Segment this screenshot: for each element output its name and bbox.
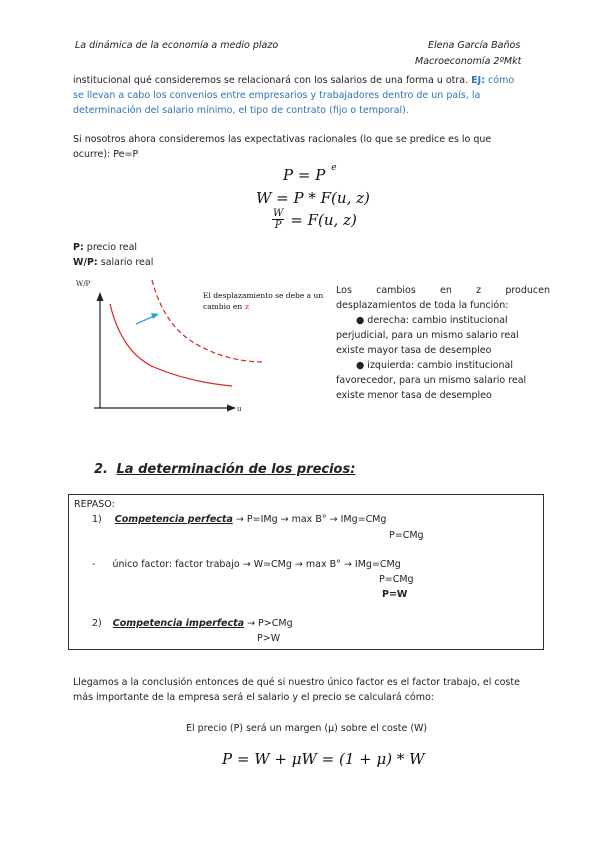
expectations-line1: Si nosotros ahora consideremos las expectativas racionales (lo que se predice es lo que [73,134,492,145]
eq1-lhs: P = P [283,166,326,184]
side-word-2: cambios [376,285,416,296]
repaso-title: REPASO: [74,499,115,510]
item1-rest: → P=IMg → max B° → IMg=CMg [232,514,387,525]
annotation-line1: El desplazamiento se debe a un [203,291,324,300]
section-heading [94,462,355,477]
header-left: La dinámica de la economía a medio plazo [75,40,279,51]
eq3-denominator: P [274,220,282,231]
y-axis-arrowhead [97,292,104,301]
bullet-right-c: existe mayor tasa de desempleo [336,345,492,356]
initial-wage-curve [110,304,232,386]
definition-wp-label: W/P: [73,257,98,268]
bullet-right-a: ● derecha: cambio institucional [356,315,508,326]
annotation-var: z [245,302,250,311]
item2-title: Competencia imperfecta [112,618,245,629]
dash-text: único factor: factor trabajo → W=CMg → max B° → IMg=CMg [112,559,401,570]
conclusion-paragraph [73,675,551,705]
wage-setting-figure [72,274,332,420]
bullet-right-b: perjudicial, para un mismo salario real [336,330,519,341]
side-word-3: en [440,285,452,296]
x-axis-label: u [237,405,242,413]
expectations-paragraph [73,132,551,162]
conclusion-line2: más importante de la empresa será el salario y el precio se calculará cómo: [73,692,434,703]
item2-line2: P>W [257,633,281,644]
y-axis-label: W/P [76,280,91,288]
bullet-left-a: ● izquierda: cambio institucional [356,360,513,371]
side-line1 [336,283,550,298]
repaso-dash-item [92,557,401,572]
definition-p-label: P: [73,242,84,253]
x-axis-arrowhead [227,405,236,412]
repaso-item2 [92,616,293,631]
annotation-line2 [203,302,249,311]
shift-arrow [136,316,154,324]
section-title: La determinación de los precios: [116,462,356,477]
ej-text-c: determinación del salario mínimo, el tipo de contrato (fijo o temporal). [73,105,409,116]
eq3-rhs: = F(u, z) [290,210,357,229]
side-text [336,283,550,403]
item2-number: 2) [92,618,102,629]
conclusion-line3: El precio (P) será un margen (μ) sobre el coste (W) [186,723,428,734]
bullet-left-c: existe menor tasa de desempleo [336,390,492,401]
header-name: Elena García Baños [428,40,521,51]
definition-wp [73,255,153,270]
repaso-item1 [92,512,386,527]
final-equation: P = W + μW = (1 + μ) * W [222,750,425,768]
side-word-1: Los [336,285,352,296]
conclusion-line1: Llegamos a la conclusión entonces de qué si nuestro único factor es el factor trabajo, el coste [73,677,520,688]
side-word-5: producen [505,285,550,296]
eq1-sup: e [331,163,337,173]
ej-text-b: se llevan a cabo los convenios entre empresarios y trabajadores dentro de un país, la [73,90,481,101]
header-course: Macroeconomía 2ºMkt [415,56,522,67]
side-word-4: z [476,285,482,296]
item1-number: 1) [92,514,102,525]
item1-title: Competencia perfecta [114,514,233,525]
item1-line2: P=CMg [389,530,424,541]
definition-wp-text: salario real [97,257,154,268]
equation-3 [272,208,357,231]
equation-2: W = P * F(u, z) [256,189,370,207]
section-number: 2. [94,462,108,477]
intro-line1: institucional qué consideremos se relacionará con los salarios de una forma u otra. [73,75,469,86]
equation-1 [283,163,337,184]
definition-p-text: precio real [83,242,138,253]
annotation-line2-text: cambio en [203,302,243,311]
dash-marker: - [92,559,96,570]
shift-arrowhead [151,313,159,319]
item2-rest: → P>CMg [244,618,293,629]
dash-line3: P=W [382,589,408,600]
ej-text-a: cómo [488,75,515,86]
ej-label: EJ: [471,75,485,86]
side-line2: desplazamientos de toda la función: [336,300,509,311]
dash-line2: P=CMg [379,574,414,585]
eq3-numerator: W [273,208,284,219]
bullet-left-b: favorecedor, para un mismo salario real [336,375,527,386]
intro-paragraph [73,73,551,118]
definition-p [73,240,137,255]
expectations-line2: ocurre): Pe=P [73,149,139,160]
